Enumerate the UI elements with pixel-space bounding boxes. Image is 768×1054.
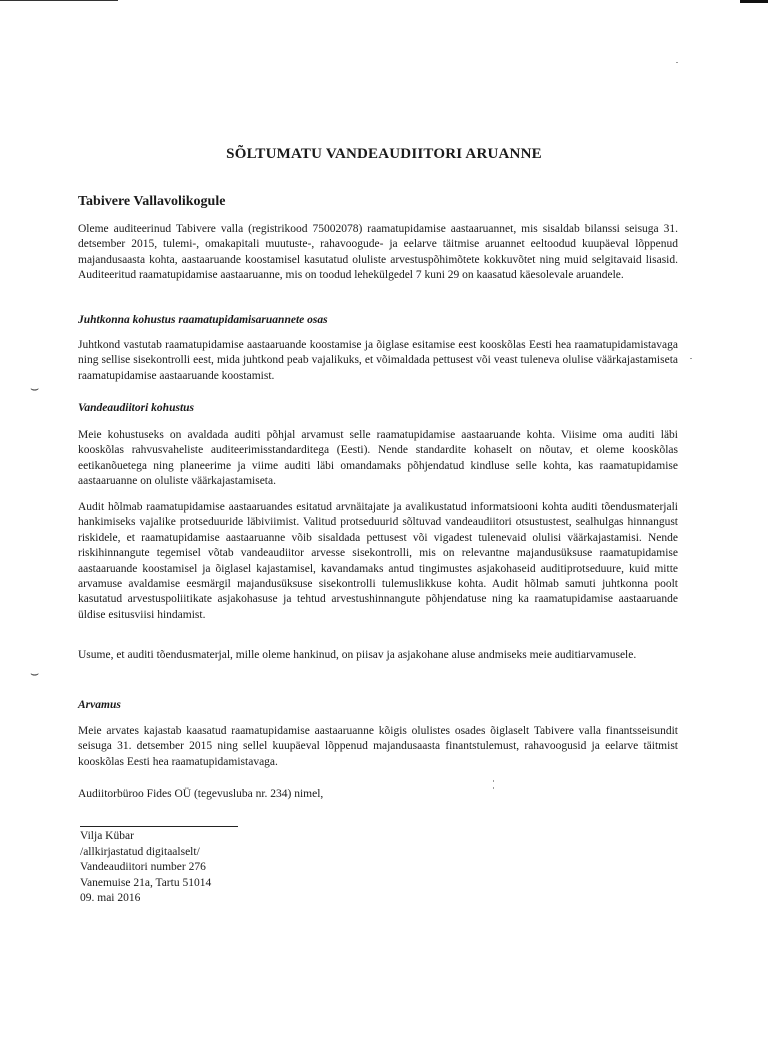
auditor-paragraph-3: Usume, et auditi tõendusmaterjal, mille oleme hankinud, on piisav ja asjakohane aluse andmiseks meie auditiarvamusele. (78, 649, 637, 661)
intro-paragraph: Oleme auditeerinud Tabivere valla (registrikood 75002078) raamatupidamise aastaaruannet, mis sisaldab bilanssi seisuga 31. detsember 2015, tulemi-, omakapitali muutuste-, rahavoogude- ja eelarve täitmise aruannet eeltoodud kuupäeval lõppenud majandusaasta kohta, aastaaruande koostamisel kasutatud oluliste arvestuspõhimõtete kokkuvõtet ning muid selgitavaid lisasid. Auditeeritud raamatupidamise aastaaruanne, mis on toodud lehekülgedel 7 kuni 29 on kaasatud käesolevale aruandele. (78, 223, 678, 282)
signer-address: Vanemuise 21a, Tartu 51014 (80, 876, 212, 889)
auditor-paragraph-1: Meie kohustuseks on avaldada auditi põhjal arvamust selle raamatupidamise aastaaruande kohta. Viisime oma auditi läbi kooskõlas rahvusvaheliste auditeerimisstandarditega (Eesti). Nende standardite kohaselt on nõutav, et oleme kooskõlas eetikanõuetega ning planeerime ja viime auditi läbi omandamaks põhjendatud kindluse selle kohta, kas raamatupidamise aastaaruanne on oluliste väärkajastamiseta. (78, 429, 678, 488)
scan-edge-mark (0, 0, 118, 1)
scan-speck (676, 62, 678, 63)
signature-date: 09. mai 2016 (80, 892, 141, 905)
scan-speck (690, 358, 692, 359)
digital-signature-note: /allkirjastatud digitaalselt/ (80, 845, 200, 858)
section-heading-auditor: Vandeaudiitori kohustus (78, 402, 195, 414)
section-heading-opinion: Arvamus (78, 699, 121, 711)
section-heading-management: Juhtkonna kohustus raamatupidamisaruannete osas (78, 314, 328, 326)
signature-block (80, 829, 211, 907)
binder-hole-mark: ⌣ (30, 667, 40, 682)
firm-line: Audiitorbüroo Fides OÜ (tegevusluba nr. 234) nimel, (78, 788, 324, 800)
auditor-number: Vandeaudiitori number 276 (80, 861, 206, 874)
report-title: SÕLTUMATU VANDEAUDIITORI ARUANNE (226, 146, 542, 162)
binder-hole-mark: ⌣ (30, 382, 40, 397)
signature-line (80, 826, 238, 827)
signer-name: Vilja Kübar (80, 830, 134, 842)
management-paragraph: Juhtkond vastutab raamatupidamise aastaaruande koostamise ja õiglase esitamise eest kooskõlas Eesti hea raamatupidamistavaga ning sellise sisekontrolli eest, mida juhtkond peab vajalikuks, et võimaldada pettusest või veast tuleneva olulise väärkajastamiseta raamatupidamise aastaaruande koostamist. (78, 339, 678, 382)
auditor-paragraph-2: Audit hõlmab raamatupidamise aastaaruandes esitatud arvnäitajate ja avalikustatud informatsiooni kohta auditi tõendusmaterjali hankimiseks vajalike protseduuride läbiviimist. Valitud protseduurid sõltuvad vandeaudiitori otsustustest, sealhulgas hinnangust riskidele, et raamatupidamise aastaaruanne võib sisaldada pettusest või vigadest tulenevaid olulisi väärkajastamisi. Nende riskihinnangute tegemisel võtab vandeaudiitor arvesse sisekontrolli, mis on relevantne majandusüksuse raamatupidamise aastaaruande koostamisel ja õiglasel kajastamisel, kavandamaks antud tingimustes asjakohaseid auditiprotseduure, kuid mitte arvamuse avaldamise eesmärgil majandusüksuse sisekontrolli tulemuslikkuse kohta. Audit hõlmab samuti juhtkonna poolt kasutatud arvestuspoliitikate asjakohasuse ja tehtud arvestushinnangute põhjendatuse ning ka raamatupidamise aastaaruande üldise esitusviisi hindamist. (78, 501, 678, 621)
scan-corner-mark (740, 0, 768, 3)
scan-speck (493, 780, 494, 782)
opinion-paragraph: Meie arvates kajastab kaasatud raamatupidamise aastaaruanne kõigis olulistes osades õiglaselt Tabivere valla finantsseisundit seisuga 31. detsember 2015 ning sellel kuupäeval lõppenud majandusaasta finantstulemust, rahavoogusid ja eelarve täitmist kooskõlas Eesti hea raamatupidamistavaga. (78, 725, 678, 768)
addressee: Tabivere Vallavolikogule (78, 194, 226, 209)
